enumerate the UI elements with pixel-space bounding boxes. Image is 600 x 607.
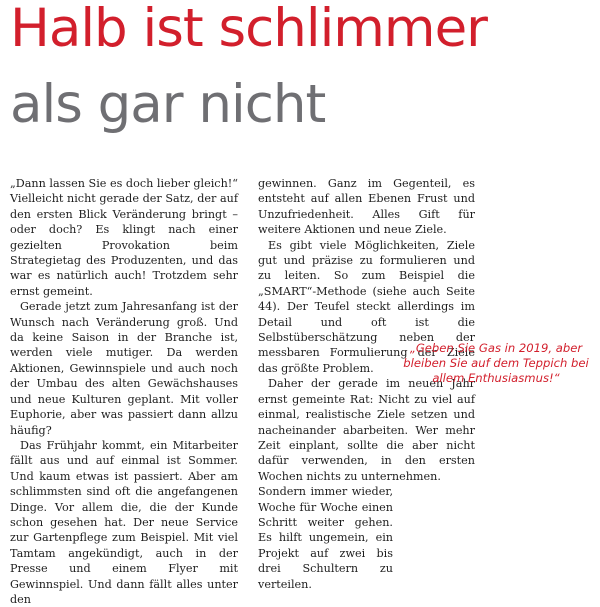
body-paragraph: Das Frühjahr kommt, ein Mitarbeiter fällt aus und auf einmal ist Sommer. Und kaum etwas ist passiert. Aber am schlimmsten sind oft die angefangenen Dinge. Vor allem die, die der Kunde schon gesehen hat. Der neue Service zur Gartenpflege zum Beispiel. Mit viel Tamtam angekündigt, auch in der Presse und einem Flyer mit Gewinnspiel. Und dann fällt alles unter den — [10, 438, 238, 606]
body-paragraph: Sondern immer wieder, Woche für Woche einen Schritt weiter gehen. Es hilft ungemein, ein Projekt auf zwei bis drei Schultern zu verteilen. — [258, 485, 393, 591]
body-paragraph: „Dann lassen Sie es doch lieber gleich!“ Vielleicht nicht gerade der Satz, der auf den ersten Blick Veränderung bringt – oder doch? Es klingt nach einer gezielten Provokation beim Strategietag des Produzenten, und das war es natürlich auch! Trotzdem sehr ernst gemeint. — [10, 177, 238, 298]
body-paragraph: Gerade jetzt zum Jahresanfang ist der Wunsch nach Veränderung groß. Und da keine Saison in der Branche ist, werden viele mutiger. Da werden Aktionen, Gewinnspiele und auch noch der Umbau des alten Gewächshauses und neue Kulturen geplant. Mit voller Euphorie, aber was passiert dann allzu häufig? — [10, 300, 238, 437]
body-paragraph: gewinnen. Ganz im Gegenteil, es entsteht auf allen Ebenen Frust und Unzufriedenheit. Alles Gift für weitere Aktionen und neue Ziele. — [258, 177, 475, 237]
body-paragraph: Daher der gerade im neuen Jahr ernst gemeinte Rat: Nicht zu viel auf einmal, realistische Ziele setzen und nacheinander abarbeiten. Wer mehr Zeit einplant, sollte die aber nicht dafür verwenden, in den ersten Wochen nichts zu unternehmen. — [258, 377, 475, 483]
body-paragraph: Es gibt viele Möglichkeiten, Ziele gut und präzise zu formulieren und zu leiten. So zum Beispiel die „SMART“-Methode (siehe auch Seite 44). Der Teufel steckt allerdings im Detail und oft ist die Selbstüberschätzung neben der messbaren Formulierung der Ziele das größte Problem. — [258, 238, 475, 375]
pull-quote: „Geben Sie Gas in 2019, aber bleiben Sie auf dem Teppich bei allem Enthusiasmus!“ — [403, 341, 589, 385]
headline-line-2: als gar nicht — [10, 74, 326, 135]
body-column-left — [10, 176, 238, 607]
headline-line-1: Halb ist schlimmer — [10, 0, 487, 59]
